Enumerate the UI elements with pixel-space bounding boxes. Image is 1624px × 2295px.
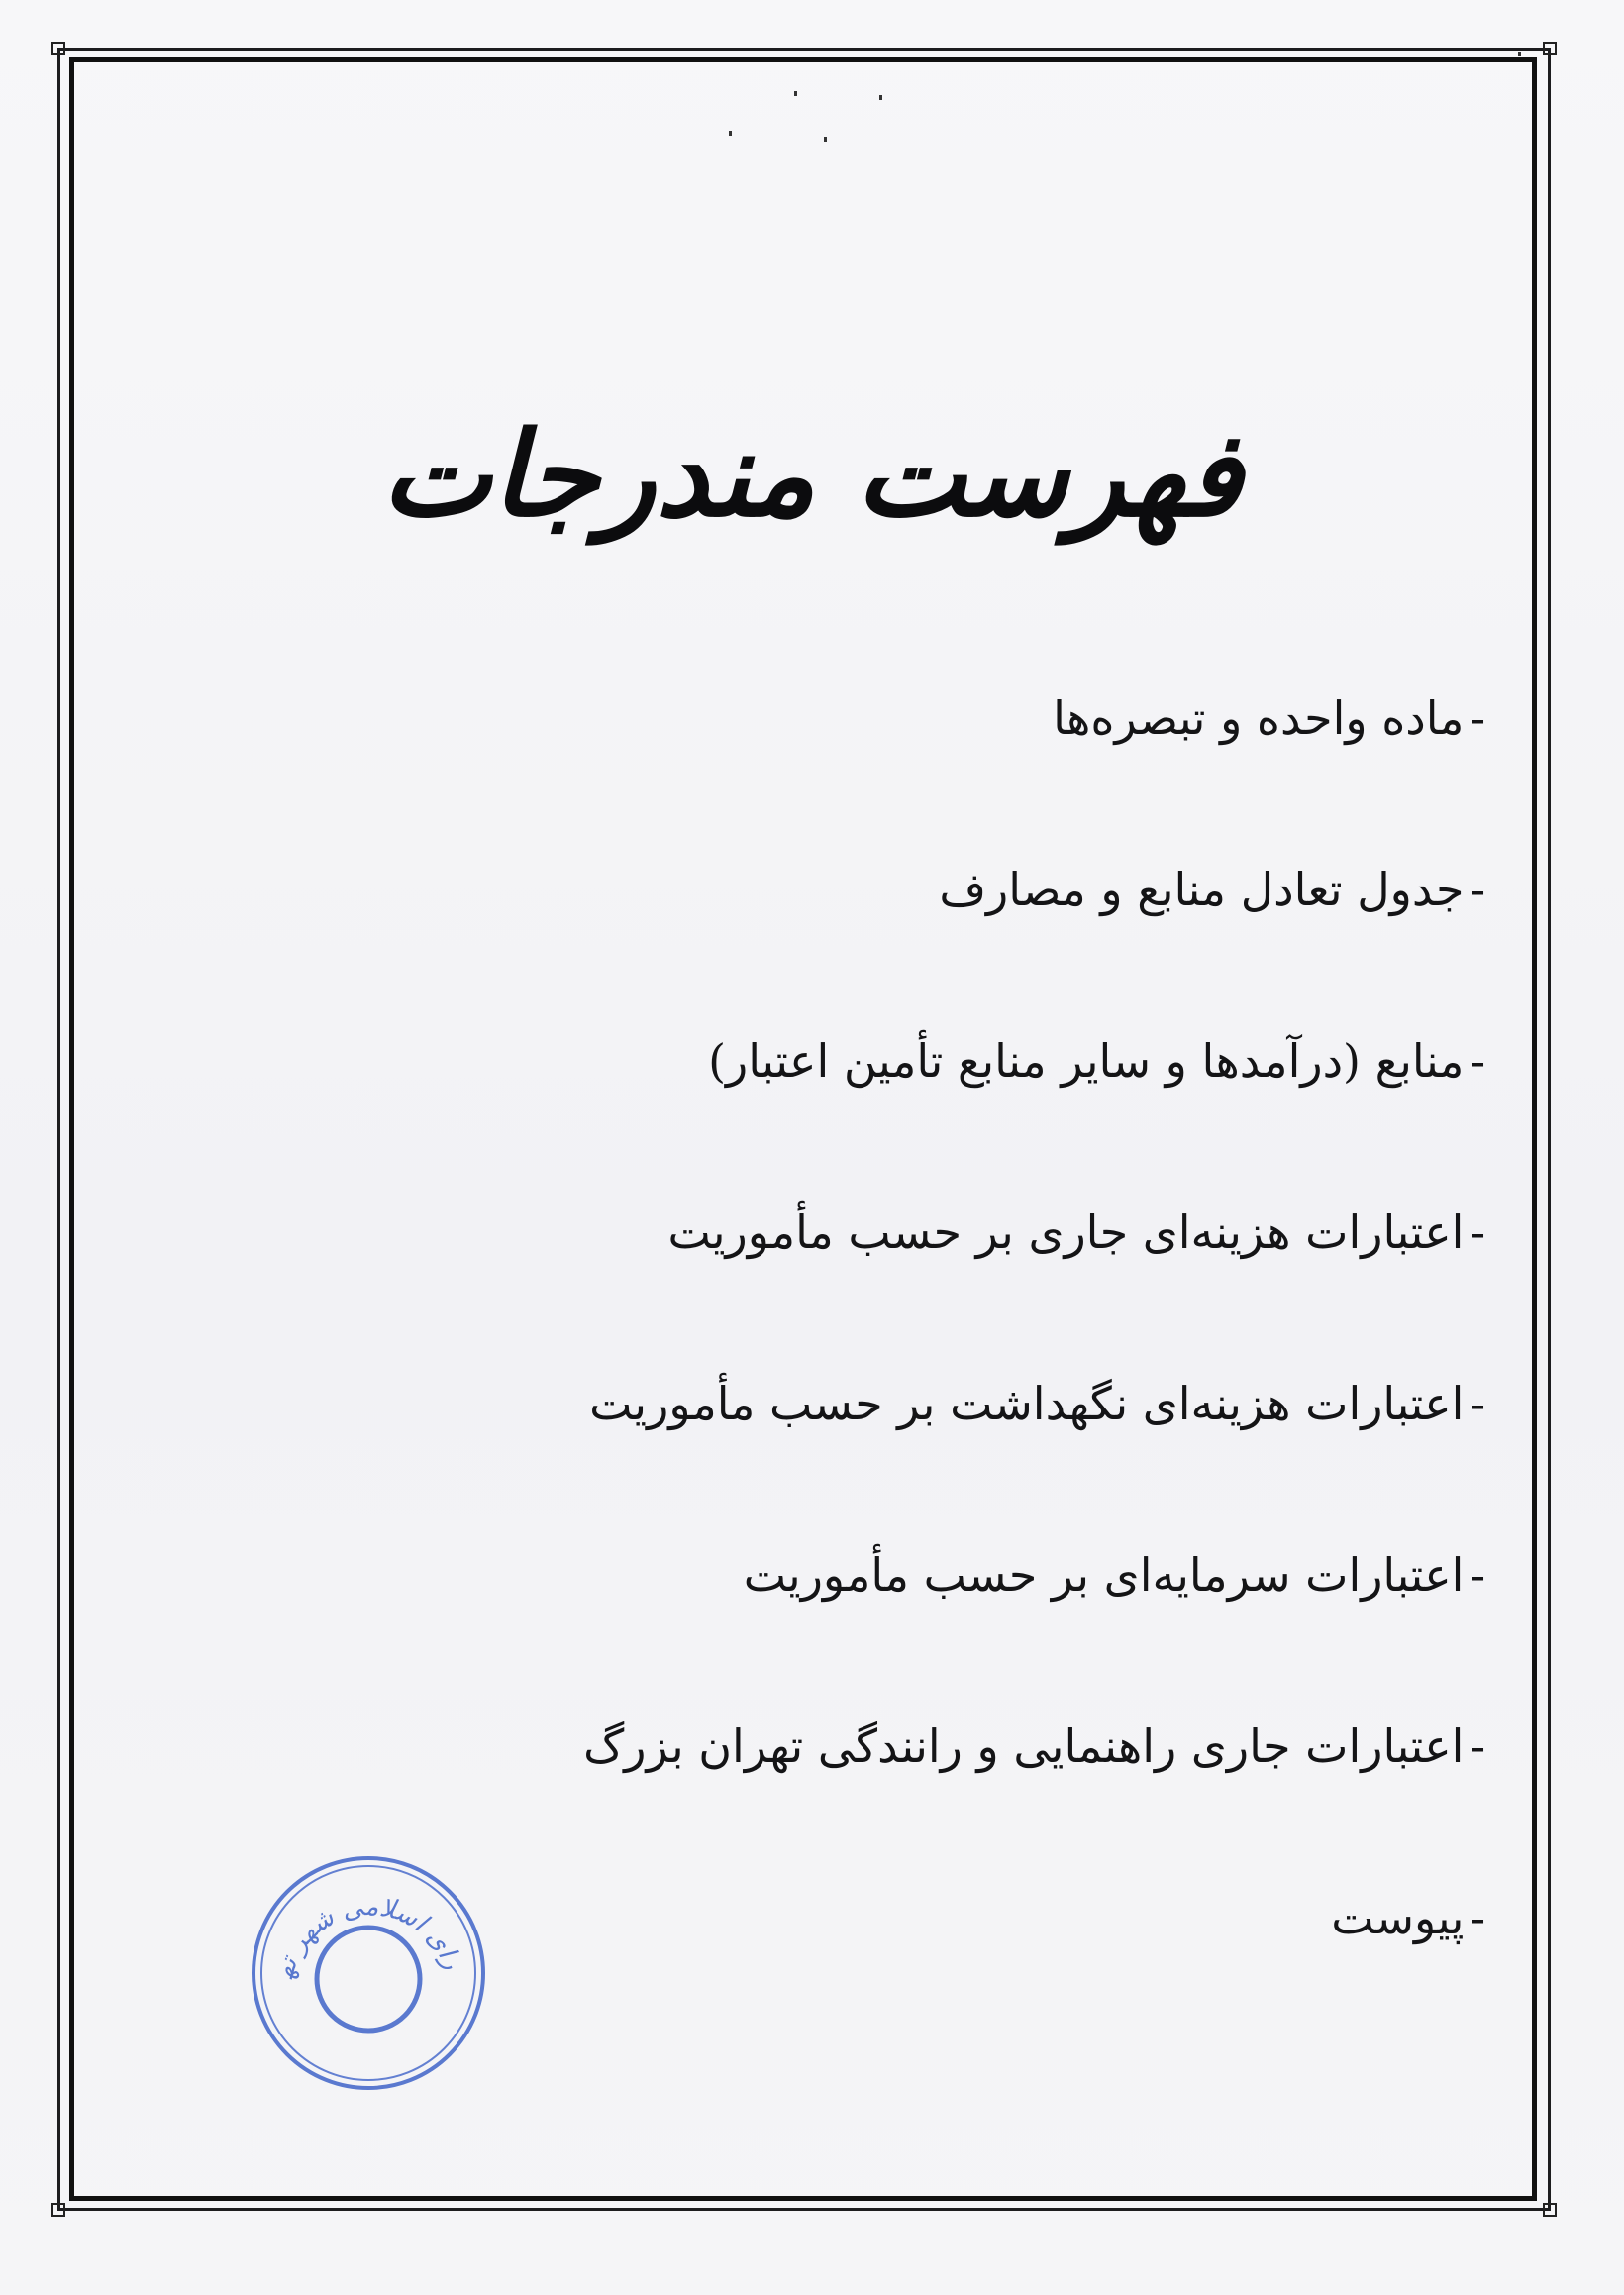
toc-bullet: -: [1470, 691, 1485, 745]
stamp-text: رای اسلامی شهر ته: [269, 1892, 467, 1982]
border-corner-ornament: [1543, 2203, 1557, 2217]
toc-bullet: -: [1470, 1548, 1485, 1602]
toc-bullet: -: [1470, 1377, 1485, 1430]
page-title: فهرست مندرجات: [381, 405, 1243, 544]
toc-item-text: ماده واحده و تبصره‌ها: [1053, 691, 1465, 745]
toc-item: [297, 835, 1485, 1006]
stamp-seal-icon: [250, 1854, 487, 2092]
official-stamp: [250, 1854, 487, 2092]
toc-item: [297, 1520, 1485, 1692]
toc-item: [297, 1178, 1485, 1349]
toc-item-text: اعتبارات سرمایه‌ای بر حسب مأموریت: [743, 1548, 1465, 1602]
toc-bullet: -: [1470, 1034, 1485, 1088]
toc-bullet: -: [1470, 1891, 1485, 1944]
toc-item-text: اعتبارات هزینه‌ای نگهداشت بر حسب مأموریت: [589, 1377, 1465, 1430]
toc-item: [297, 1006, 1485, 1178]
svg-text:شورای اسلامی شهر تهران: [250, 1854, 467, 1982]
toc-item-text: پیوست: [1331, 1891, 1465, 1944]
toc-bullet: -: [1470, 863, 1485, 916]
border-corner-ornament: [51, 42, 65, 55]
toc-item: [297, 1692, 1485, 1863]
toc-item-text: اعتبارات هزینه‌ای جاری بر حسب مأموریت: [667, 1205, 1465, 1259]
toc-item-text: اعتبارات جاری راهنمایی و رانندگی تهران بزرگ: [583, 1720, 1465, 1773]
toc-bullet: -: [1470, 1205, 1485, 1259]
toc-item-text: جدول تعادل منابع و مصارف: [939, 863, 1465, 916]
border-corner-ornament: [1543, 42, 1557, 55]
toc-item-text: منابع (درآمدها و سایر منابع تأمین اعتبار): [708, 1034, 1465, 1088]
toc-item: [297, 1349, 1485, 1520]
border-corner-ornament: [51, 2203, 65, 2217]
table-of-contents: [297, 664, 1485, 2034]
toc-item: [297, 664, 1485, 835]
toc-bullet: -: [1470, 1720, 1485, 1773]
